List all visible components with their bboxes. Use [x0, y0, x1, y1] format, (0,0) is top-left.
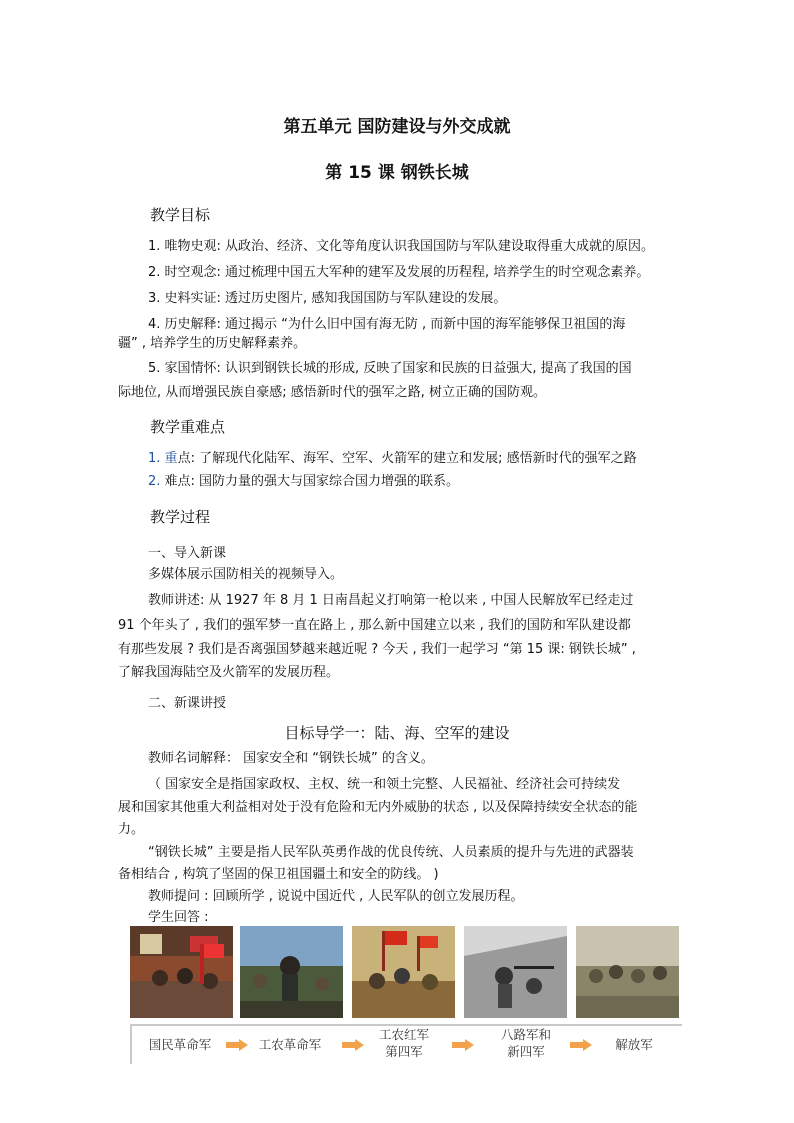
objective-line: 5. 家国情怀: 认识到钢铁长城的形成, 反映了国家和民族的日益强大, 提高了我国的国: [148, 361, 632, 376]
intro-line: 91 个年头了 , 我们的强军梦一直在路上 , 那么新中国建立以来 , 我们的国防和军队建设都: [118, 618, 631, 633]
national-revolutionary-army-painting: [130, 926, 233, 1018]
lesson-title: 第 15 课 钢铁长城: [325, 163, 469, 183]
key-point-number: 2.: [148, 474, 161, 489]
timeline-divider: [130, 1024, 132, 1064]
body-line: 备相结合 , 构筑了坚固的保卫祖国疆土和安全的防线。 ): [118, 867, 439, 882]
body-line: 教师名词解释： 国家安全和 “钢铁长城” 的含义。: [148, 751, 434, 766]
body-line: 力。: [118, 822, 145, 837]
right-arrow-icon: [452, 1039, 474, 1051]
key-point-line: [148, 469, 459, 495]
objective-line: 4. 历史解释: 通过揭示 “为什么旧中国有海无防 , 而新中国的海军能够保卫祖国的海: [148, 317, 626, 332]
army-timeline: [130, 926, 682, 1066]
body-line: （ 国家安全是指国家政权、主权、统一和领土完整、人民福祉、经济社会可持续发: [148, 777, 621, 792]
peasant-army-painting: [240, 926, 343, 1018]
timeline-caption: 解放军: [615, 1037, 653, 1052]
key-point-text: 难点: 国防力量的强大与国家综合国力增强的联系。: [164, 474, 460, 489]
objective-line: 2. 时空观念: 通过梳理中国五大军种的建军及发展的历程程, 培养学生的时空观念素养。: [148, 265, 650, 280]
intro-heading: 一、导入新课: [148, 546, 227, 561]
timeline-caption: 八路军和 新四军: [500, 1027, 551, 1059]
intro-line: 教师讲述: 从 1927 年 8 月 1 日南昌起义打响第一枪以来 , 中国人民解放军已经走过: [148, 593, 634, 608]
red-army-painting: [352, 926, 455, 1018]
body-line: 教师提问 : 回顾所学 , 说说中国近代 , 人民军队的创立发展历程。: [148, 889, 524, 904]
objectives-heading: 教学目标: [150, 206, 211, 224]
right-arrow-icon: [342, 1039, 364, 1051]
key-point-text: 点: 了解现代化陆军、海军、空军、火箭军的建立和发展; 感悟新时代的强军之路: [177, 451, 637, 466]
right-arrow-icon: [226, 1039, 248, 1051]
right-arrow-icon: [570, 1039, 592, 1051]
process-heading: 教学过程: [150, 508, 211, 526]
objective-line: 疆” , 培养学生的历史解释素养。: [118, 336, 307, 351]
intro-line: 有那些发展 ? 我们是否离强国梦越来越近呢 ? 今天 , 我们一起学习 “第 15 课: 钢铁长城” ,: [118, 642, 636, 657]
body-line: “钢铁长城” 主要是指人民军队英勇作战的优良传统、人员素质的提升与先进的武器装: [148, 845, 634, 860]
unit-title: 第五单元 国防建设与外交成就: [283, 117, 511, 137]
goal-heading: 目标导学一：陆、海、空军的建设: [284, 724, 510, 742]
key-point-label: 重: [164, 451, 178, 466]
body-line: 学生回答 :: [148, 910, 209, 925]
new-lesson-heading: 二、新课讲授: [148, 696, 227, 711]
key-point-number: 1.: [148, 451, 161, 466]
key-heading: 教学重难点: [150, 418, 226, 436]
timeline-caption: 工农革命军: [258, 1037, 322, 1052]
intro-line: 多媒体展示国防相关的视频导入。: [148, 567, 344, 582]
objective-line: 3. 史料实证: 透过历史图片, 感知我国国防与军队建设的发展。: [148, 291, 507, 306]
eighth-route-army-painting: [464, 926, 567, 1018]
intro-line: 了解我国海陆空及火箭军的发展历程。: [118, 665, 340, 680]
objective-line: 际地位, 从而增强民族自豪感; 感悟新时代的强军之路, 树立正确的国防观。: [118, 385, 547, 400]
timeline-caption: 工农红军 第四军: [378, 1027, 429, 1059]
liberation-army-painting: [576, 926, 679, 1018]
body-line: 展和国家其他重大利益相对处于没有危险和无内外威胁的状态 , 以及保障持续安全状态的能: [118, 800, 638, 815]
objective-line: 1. 唯物史观: 从政治、经济、文化等角度认识我国国防与军队建设取得重大成就的原因。: [148, 239, 655, 254]
timeline-caption: 国民革命军: [148, 1037, 212, 1052]
